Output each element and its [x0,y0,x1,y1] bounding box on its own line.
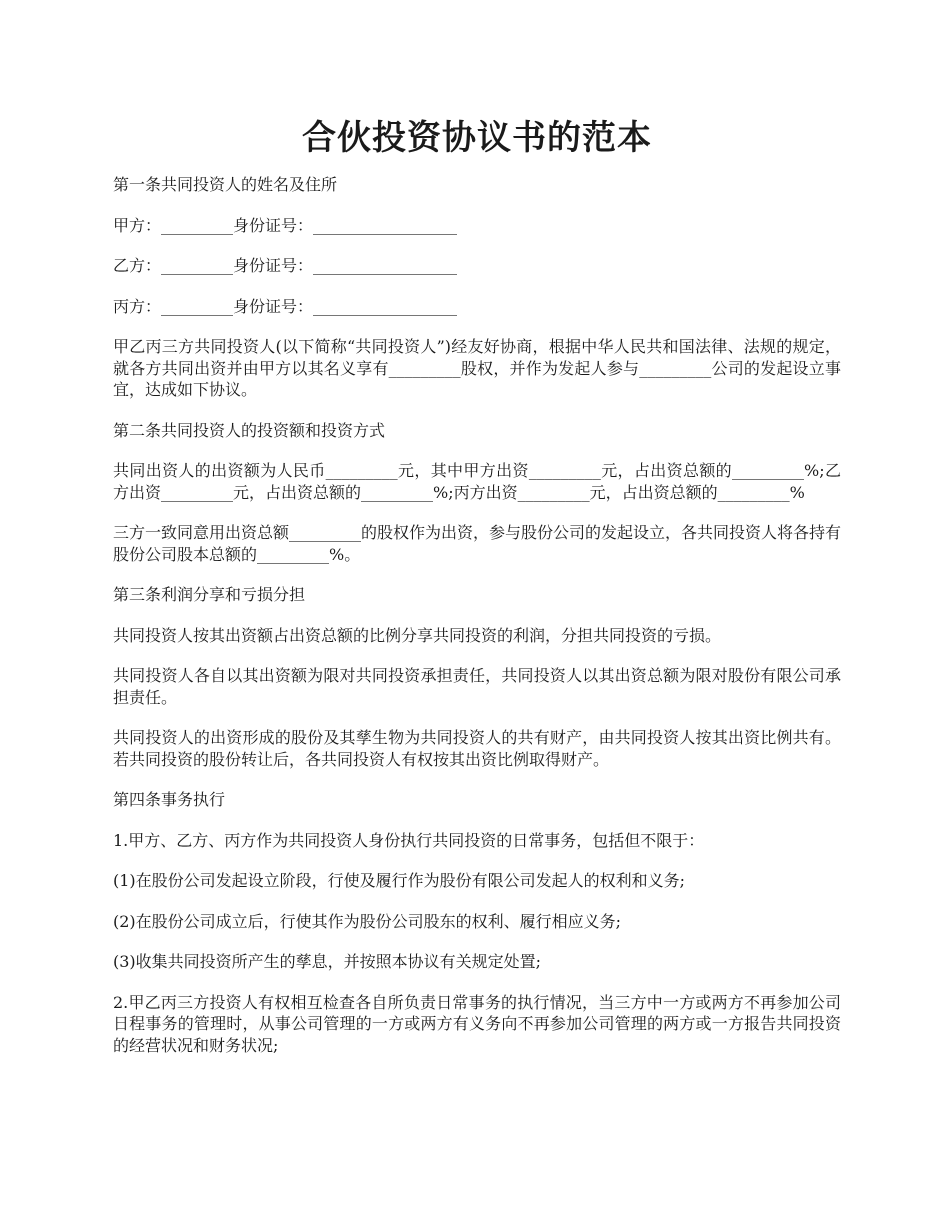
clause-1-item-3: (3)收集共同投资所产生的孳息，并按照本协议有关规定处置; [113,952,542,971]
document-page [113,110,841,1075]
clause-1-item-1: (1)在股份公司发起设立阶段，行使及履行作为股份有限公司发起人的权利和义务; [113,871,686,890]
section-heading-3: 第三条利润分享和亏损分担 [113,585,306,604]
equity-contribution-paragraph: 三方一致同意用出资总额_________的股权作为出资，参与股份公司的发起设立，各共同投资人将各持有股份公司股本总额的_________%。 [113,523,842,564]
liability-paragraph: 共同投资人各自以其出资额为限对共同投资承担责任，共同投资人以其出资总额为限对股份有限公司承担责任。 [113,666,841,707]
section-heading-1: 第一条共同投资人的姓名及住所 [113,175,338,194]
party-b-line: 乙方：_________身份证号：__________________ [113,256,458,275]
contribution-amount-paragraph: 共同出资人的出资额为人民币_________元，其中甲方出资_________元，占出资总额的_________%;乙方出资_________元，占出资总额的_________%;丙方出资_________元，占出资总额的_________% [113,461,841,502]
section-heading-2: 第二条共同投资人的投资额和投资方式 [113,420,386,440]
section-heading-4: 第四条事务执行 [113,790,226,809]
party-c-line: 丙方：_________身份证号：__________________ [113,296,458,316]
joint-property-paragraph: 共同投资人的出资形成的股份及其孳生物为共同投资人的共有财产，由共同投资人按其出资比例共有。若共同投资的股份转让后，各共同投资人有权按其出资比例取得财产。 [113,728,841,769]
clause-2-paragraph: 2.甲乙丙三方投资人有权相互检查各自所负责日常事务的执行情况，当三方中一方或两方不再参加公司日程事务的管理时，从事公司管理的一方或两方有义务向不再参加公司管理的两方或一方报告共同投资的经营状况和财务状况; [113,992,841,1055]
document-title: 合伙投资协议书的范本 [302,118,652,158]
party-a-line: 甲方：_________身份证号：__________________ [113,215,458,235]
clause-1-item-2: (2)在股份公司成立后，行使其作为股份公司股东的权利、履行相应义务; [113,911,622,931]
clause-1-paragraph: 1.甲方、乙方、丙方作为共同投资人身份执行共同投资的日常事务，包括但不限于： [113,830,705,850]
preamble-paragraph: 甲乙丙三方共同投资人(以下简称“共同投资人”)经友好协商，根据中华人民共和国法律、法规的规定，就各方共同出资并由甲方以其名义享有_________股权，并作为发起人参与_________公司的发起设立事宜，达成如下协议。 [113,337,841,399]
profit-sharing-paragraph: 共同投资人按其出资额占出资总额的比例分享共同投资的利润，分担共同投资的亏损。 [113,625,722,645]
